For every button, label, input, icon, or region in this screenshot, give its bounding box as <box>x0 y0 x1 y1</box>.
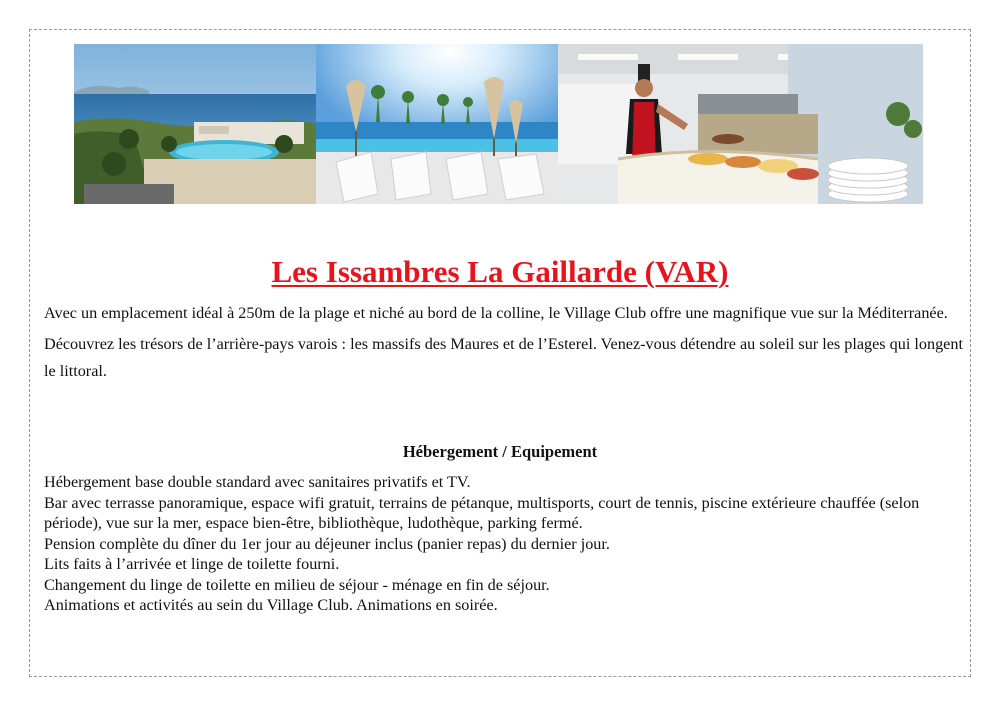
detail-line: Bar avec terrasse panoramique, espace wifi gratuit, terrains de pétanque, multisports, court de tennis, piscine extérieure chauffée (selon période), vue sur la mer, espace bien-être, bibliothèque, ludothèque, parking fermé. <box>44 493 920 532</box>
detail-line: Lits faits à l’arrivée et linge de toilette fourni. <box>44 555 340 573</box>
detail-line: Changement du linge de toilette en milieu de séjour - ménage en fin de séjour. <box>44 575 550 594</box>
chef-buffet-restaurant-photo <box>558 44 923 204</box>
sunloungers-parasols-photo <box>316 44 558 204</box>
detail-line: Animations et activités au sein du Village Club. Animations en soirée. <box>44 596 498 614</box>
details-section <box>44 472 964 616</box>
intro-paragraph: Découvrez les trésors de l’arrière-pays varois : les massifs des Maures et de l’Esterel. Venez-vous détendre au soleil sur les plages qui longent le littoral. <box>44 335 963 380</box>
intro-section <box>44 303 964 395</box>
detail-line: Pension complète du dîner du 1er jour au déjeuner inclus (panier repas) du dernier jour. <box>44 534 610 553</box>
photo-banner <box>74 44 923 204</box>
page-title: Les Issambres La Gaillarde (VAR) <box>271 254 729 289</box>
sea-resort-pool-photo <box>74 44 316 204</box>
section-heading: Hébergement / Equipement <box>402 442 598 461</box>
intro-paragraph: Avec un emplacement idéal à 250m de la plage et niché au bord de la colline, le Village Club offre une magnifique vue sur la Méditerranée. <box>44 304 948 322</box>
detail-line: Hébergement base double standard avec sanitaires privatifs et TV. <box>44 473 471 491</box>
